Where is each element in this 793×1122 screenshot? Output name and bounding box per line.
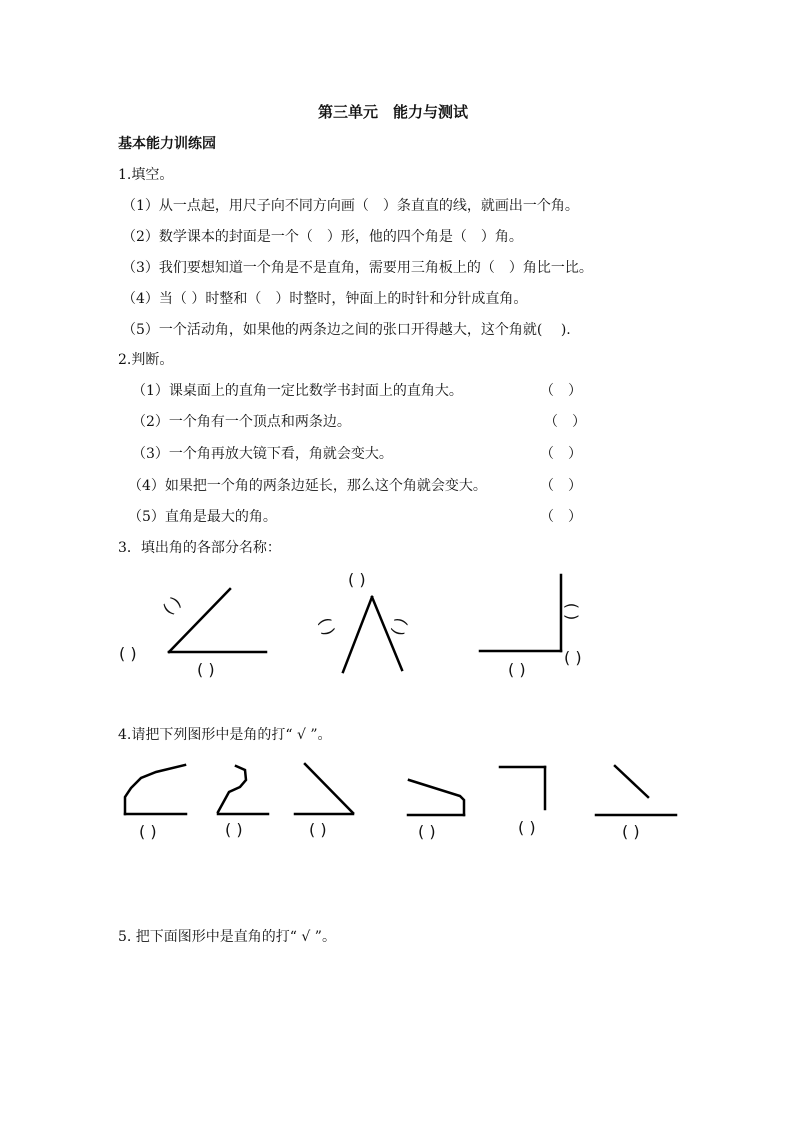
q3-label: 3．填出角的各部分名称： [118,540,281,556]
q4-figure-4 [408,780,464,815]
q4-fig5-answer[interactable]: ( ) [518,818,536,837]
q3-fig2-vertex-blank[interactable]: ( ) [348,570,366,589]
section-heading: 基本能力训练园 [118,136,216,152]
q4-fig6-answer[interactable]: ( ) [622,822,640,841]
q2-answer-2[interactable]: （ ） [544,414,586,430]
q1-item-4: （4）当（ ）时整和（ ）时整时，钟面上的时针和分针成直角。 [122,291,528,307]
q1-item-3: （3）我们要想知道一个角是不是直角，需要用三角板上的（ ）角比一比。 [122,260,593,276]
q3-angle-acute-figure [169,589,266,652]
q1-item-2: （2）数学课本的封面是一个（ ）形，他的四个角是（ ）角。 [122,229,523,245]
q1-item-5: （5）一个活动角，如果他的两条边之间的张口开得越大，这个角就( ). [122,322,571,338]
q4-fig3-answer[interactable]: ( ) [309,820,327,839]
q2-item-1: （1）课桌面上的直角一定比数学书封面上的直角大。 [132,383,463,399]
q3-fig2-right-side-blank[interactable]: ( ) [386,614,411,639]
page-title: 第三单元 能力与测试 [318,103,469,121]
q3-fig3-side-blank[interactable]: ( ) [562,602,582,621]
q2-answer-5[interactable]: （ ） [540,509,582,525]
q5-label: 5. 把下面图形中是直角的打“ √ ”。 [118,929,336,945]
q4-figure-6 [596,766,676,815]
q3-fig1-side-blank[interactable]: ( ) [197,660,215,679]
q3-fig1-side2-blank[interactable]: ( ) [158,592,185,619]
q2-answer-1[interactable]: （ ） [540,383,582,399]
q2-item-3: （3）一个角再放大镜下看，角就会变大。 [132,446,393,462]
q4-figure-3 [295,764,353,814]
q2-answer-4[interactable]: （ ） [540,478,582,494]
q2-answer-3[interactable]: （ ） [540,446,582,462]
q4-figure-2 [218,766,268,814]
q4-figure-1 [125,765,186,814]
q2-label: 2.判断。 [118,352,174,368]
q3-angle-inverted-v-figure [343,597,402,672]
q4-figure-5 [500,767,545,809]
q4-fig1-answer[interactable]: ( ) [139,822,157,841]
q3-angle-right-figure [480,575,561,651]
q3-fig3-bottom-blank[interactable]: ( ) [508,660,526,679]
q3-fig1-vertex-blank[interactable]: ( ) [119,644,137,663]
q1-label: 1.填空。 [118,167,174,183]
q3-fig3-vertex-blank[interactable]: ( ) [564,648,582,667]
q3-fig2-left-side-blank[interactable]: ( ) [314,614,339,639]
q4-label: 4.请把下列图形中是角的打“ √ ”。 [118,727,332,743]
q4-fig2-answer[interactable]: ( ) [225,820,243,839]
q2-item-5: （5）直角是最大的角。 [128,509,277,525]
q4-fig4-answer[interactable]: ( ) [418,822,436,841]
q1-item-1: （1）从一点起，用尺子向不同方向画（ ）条直直的线，就画出一个角。 [122,198,579,214]
q2-item-4: （4）如果把一个角的两条边延长，那么这个角就会变大。 [128,478,487,494]
q2-item-2: （2）一个角有一个顶点和两条边。 [132,414,351,430]
